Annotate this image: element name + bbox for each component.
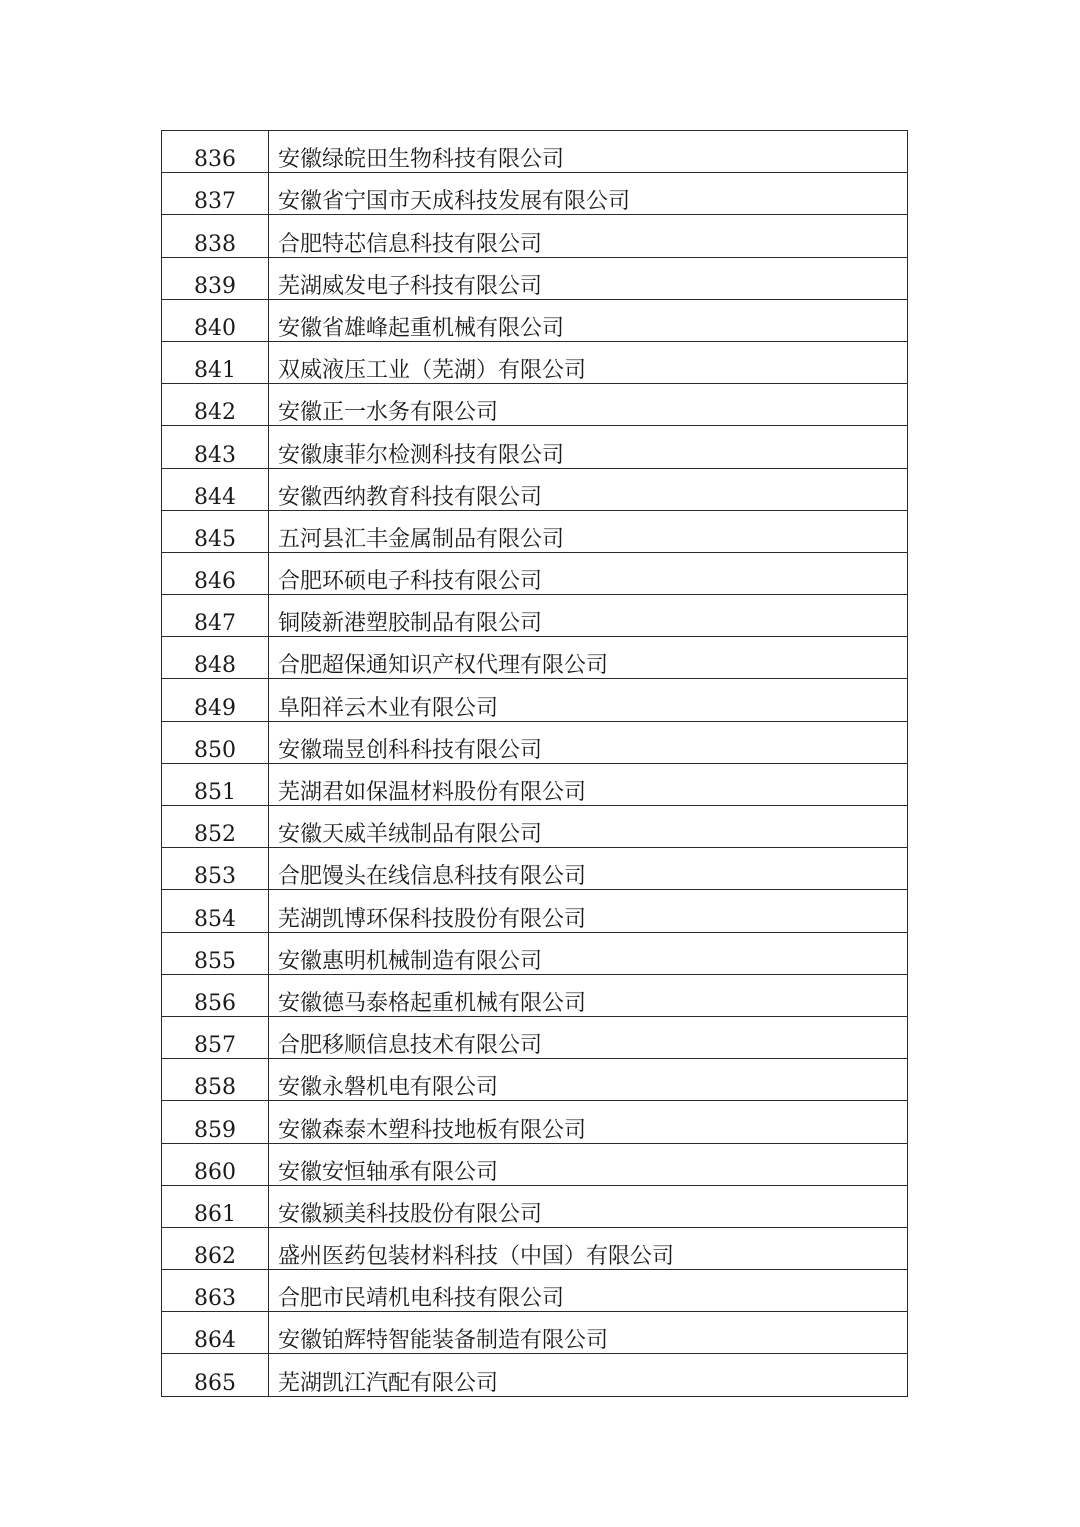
table-row: [162, 1354, 908, 1396]
table-row: [162, 468, 908, 510]
table-row: [162, 637, 908, 679]
company-name: 安徽瑞昱创科科技有限公司: [269, 721, 908, 763]
row-number: 848: [162, 637, 269, 679]
row-number: 845: [162, 510, 269, 552]
row-number: 862: [162, 1227, 269, 1269]
row-number: 851: [162, 763, 269, 805]
table-row: [162, 595, 908, 637]
company-name: 合肥移顺信息技术有限公司: [269, 1016, 908, 1058]
row-number: 836: [162, 131, 269, 173]
table-row: [162, 131, 908, 173]
row-number: 839: [162, 257, 269, 299]
table-row: [162, 974, 908, 1016]
row-number: 840: [162, 299, 269, 341]
table-row: [162, 173, 908, 215]
company-name: 安徽森泰木塑科技地板有限公司: [269, 1101, 908, 1143]
row-number: 856: [162, 974, 269, 1016]
company-name: 安徽惠明机械制造有限公司: [269, 932, 908, 974]
company-name: 合肥特芯信息科技有限公司: [269, 215, 908, 257]
table-row: [162, 552, 908, 594]
company-name: 安徽省雄峰起重机械有限公司: [269, 299, 908, 341]
row-number: 860: [162, 1143, 269, 1185]
table-row: [162, 257, 908, 299]
company-name: 芜湖凯江汽配有限公司: [269, 1354, 908, 1396]
row-number: 855: [162, 932, 269, 974]
row-number: 849: [162, 679, 269, 721]
table-row: [162, 1101, 908, 1143]
company-list-body: [162, 131, 908, 1397]
row-number: 858: [162, 1059, 269, 1101]
company-name: 芜湖凯博环保科技股份有限公司: [269, 890, 908, 932]
table-row: [162, 1185, 908, 1227]
company-name: 合肥馒头在线信息科技有限公司: [269, 848, 908, 890]
row-number: 842: [162, 384, 269, 426]
row-number: 854: [162, 890, 269, 932]
table-row: [162, 1143, 908, 1185]
table-row: [162, 426, 908, 468]
company-name: 芜湖威发电子科技有限公司: [269, 257, 908, 299]
table-row: [162, 679, 908, 721]
company-name: 安徽天威羊绒制品有限公司: [269, 806, 908, 848]
row-number: 852: [162, 806, 269, 848]
table-row: [162, 1227, 908, 1269]
row-number: 863: [162, 1270, 269, 1312]
row-number: 853: [162, 848, 269, 890]
row-number: 864: [162, 1312, 269, 1354]
table-row: [162, 510, 908, 552]
company-name: 五河县汇丰金属制品有限公司: [269, 510, 908, 552]
company-name: 安徽正一水务有限公司: [269, 384, 908, 426]
table-row: [162, 1270, 908, 1312]
company-name: 合肥超保通知识产权代理有限公司: [269, 637, 908, 679]
table-row: [162, 763, 908, 805]
company-name: 安徽绿皖田生物科技有限公司: [269, 131, 908, 173]
table-row: [162, 848, 908, 890]
company-name: 安徽铂辉特智能装备制造有限公司: [269, 1312, 908, 1354]
row-number: 861: [162, 1185, 269, 1227]
row-number: 857: [162, 1016, 269, 1058]
row-number: 843: [162, 426, 269, 468]
table-row: [162, 215, 908, 257]
company-name: 合肥环硕电子科技有限公司: [269, 552, 908, 594]
table-row: [162, 721, 908, 763]
company-name: 双威液压工业（芜湖）有限公司: [269, 341, 908, 383]
table-row: [162, 299, 908, 341]
company-name: 阜阳祥云木业有限公司: [269, 679, 908, 721]
row-number: 841: [162, 341, 269, 383]
company-name: 安徽西纳教育科技有限公司: [269, 468, 908, 510]
table-row: [162, 341, 908, 383]
table-row: [162, 1312, 908, 1354]
company-name: 安徽德马泰格起重机械有限公司: [269, 974, 908, 1016]
company-name: 安徽永磐机电有限公司: [269, 1059, 908, 1101]
table-row: [162, 1016, 908, 1058]
row-number: 847: [162, 595, 269, 637]
company-name: 合肥市民靖机电科技有限公司: [269, 1270, 908, 1312]
company-name: 安徽省宁国市天成科技发展有限公司: [269, 173, 908, 215]
row-number: 844: [162, 468, 269, 510]
row-number: 838: [162, 215, 269, 257]
row-number: 850: [162, 721, 269, 763]
row-number: 865: [162, 1354, 269, 1396]
company-name: 芜湖君如保温材料股份有限公司: [269, 763, 908, 805]
company-name: 安徽康菲尔检测科技有限公司: [269, 426, 908, 468]
table-row: [162, 1059, 908, 1101]
row-number: 846: [162, 552, 269, 594]
table-row: [162, 806, 908, 848]
table-row: [162, 932, 908, 974]
company-name: 铜陵新港塑胶制品有限公司: [269, 595, 908, 637]
row-number: 837: [162, 173, 269, 215]
table-row: [162, 890, 908, 932]
company-name: 安徽颍美科技股份有限公司: [269, 1185, 908, 1227]
table-row: [162, 384, 908, 426]
company-name: 盛州医药包装材料科技（中国）有限公司: [269, 1227, 908, 1269]
company-name: 安徽安恒轴承有限公司: [269, 1143, 908, 1185]
row-number: 859: [162, 1101, 269, 1143]
company-list-table: [161, 130, 908, 1397]
